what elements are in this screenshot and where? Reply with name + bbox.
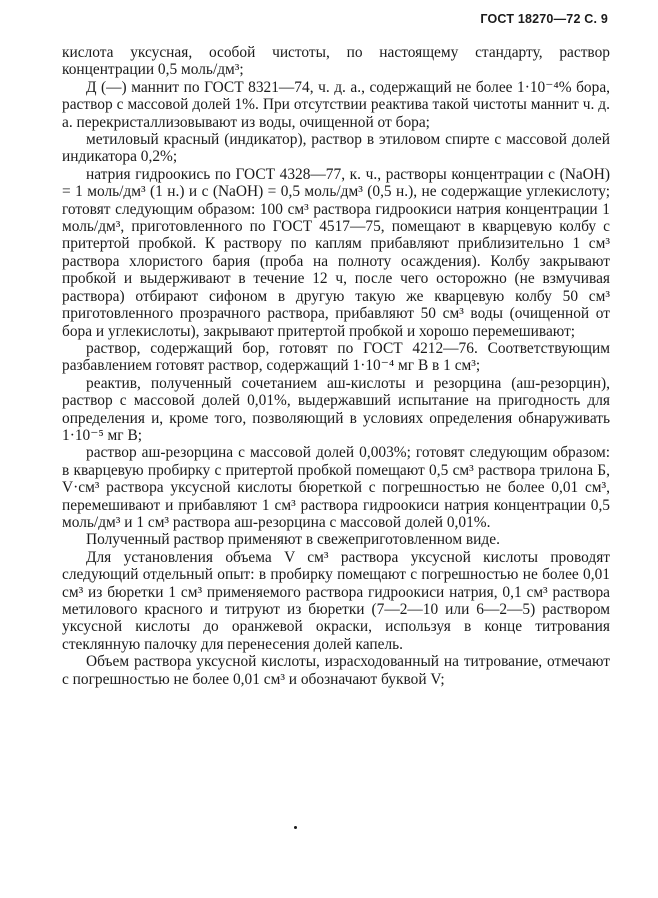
body-text: [62, 44, 610, 688]
paragraph-reagent: реактив, полученный сочетанием аш-кислоты и резорцина (аш-резорцин), раствор с массовой долей 0,01%, выдержавший испытание на пригодность для определения и, кроме того, позволяющий в условиях определения обнаруживать 1·10⁻⁵ мг В;: [62, 374, 610, 444]
paragraph-fresh-solution: Полученный раствор применяют в свежеприготовленном виде.: [86, 531, 500, 549]
paragraph-boron-solution: раствор, содержащий бор, готовят по ГОСТ 4212—76. Соответствующим разбавлением готовят раствор, содержащий 1·10⁻⁴ мг В в 1 см³;: [62, 339, 610, 375]
paragraph-mannitol: Д (—) маннит по ГОСТ 8321—74, ч. д. а., содержащий не более 1·10⁻⁴% бора, раствор с массовой долей 1%. При отсутствии реактива такой чистоты маннит ч. д. а. перекристаллизовывают из воды, очищенной от бора;: [62, 78, 610, 131]
paragraph-sodium-hydroxide: натрия гидроокись по ГОСТ 4328—77, к. ч., растворы концентрации c (NaOH) = 1 моль/дм³ (1 н.) и c (NaOH) = 0,5 моль/дм³ (0,5 н.), не содержащие углекислоту; готовят следующим образом: 100 см³ раствора гидроокиси натрия концентрации 1 моль/дм³, приготовленного по ГОСТ 4517—75, помещают в кварцевую колбу с притертой пробкой. К раствору по каплям прибавляют приблизительно 1 см³ раствора хлористого бария (проба на полноту осаждения). Колбу закрывают пробкой и выдерживают в течение 12 ч, после чего осторожно (не взмучивая раствора) отбирают сифоном в другую такую же кварцевую колбу 50 см³ приготовленного прозрачного раствора, прибавляют 50 см³ воды (очищенной от бора и углекислоты), закрывают притертой пробкой и хорошо перемешивают;: [62, 165, 610, 340]
page-header: ГОСТ 18270—72 С. 9: [480, 12, 608, 26]
paragraph-resorcinol-solution: раствор аш-резорцина с массовой долей 0,003%; готовят следующим образом: в кварцевую пробирку с притертой пробкой помещают 0,5 см³ раствора трилона Б, V·см³ раствора уксусной кислоты бюреткой с погрешностью не более 0,01 см³, перемешивают и прибавляют 1 см³ раствора гидроокиси натрия концентрации 0,5 моль/дм³ и 1 см³ раствора аш-резорцина с массовой долей 0,01%.: [62, 444, 610, 531]
paragraph-methyl-red: метиловый красный (индикатор), раствор в этиловом спирте с массовой долей индикатора 0,2%;: [62, 131, 610, 166]
paragraph-acetic-acid: кислота уксусная, особой чистоты, по настоящему стандарту, раствор концентрации 0,5 моль/дм³;: [62, 44, 610, 79]
paragraph-volume-recording: Объем раствора уксусной кислоты, израсходованный на титрование, отмечают с погрешностью не более 0,01 см³ и обозначают буквой V;: [62, 653, 610, 688]
paragraph-volume-determination: Для установления объема V см³ раствора уксусной кислоты проводят следующий отдельный опыт: в пробирку помещают с погрешностью не более 0,01 см³ из бюретки 1 см³ применяемого раствора гидроокиси натрия, 0,1 см³ раствора метилового красного и титруют из бюретки (7—2—10 или 6—2—5) раствором уксусной кислоты до оранжевой окраски, используя в конце титрования стеклянную палочку для перенесения долей капель.: [62, 548, 610, 653]
page-mark: [294, 826, 297, 829]
